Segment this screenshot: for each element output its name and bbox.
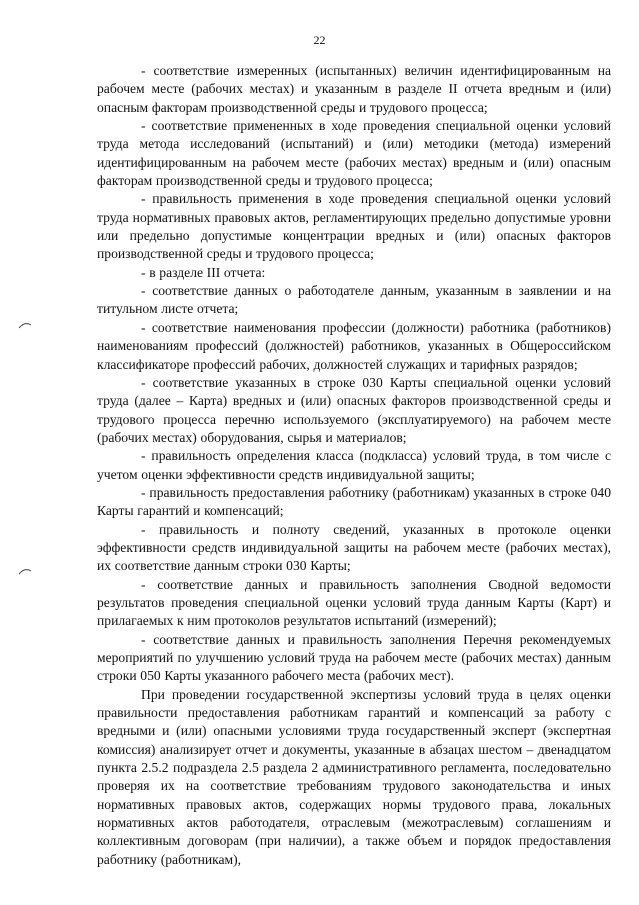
- paragraph: - в разделе III отчета:: [141, 264, 266, 280]
- paragraph: - правильность предоставления работнику (работникам) указанных в строке 040 Карты гарантий и компенсаций;: [97, 484, 611, 519]
- paragraph: - соответствие измеренных (испытанных) величин идентифицированным на рабочем месте (рабочих местах) и указанным в разделе II отчета вредным и (или) опасным факторам производственной среды и трудового процесса;: [97, 63, 611, 115]
- paragraph: - правильность определения класса (подкласса) условий труда, в том числе с учетом оценки эффективности средств индивидуальной защиты;: [97, 448, 611, 482]
- punch-hole-mark: [18, 567, 32, 575]
- paragraph: - соответствие данных и правильность заполнения Сводной ведомости результатов проведения специальной оценки условий труда данным Карты (Карт) и прилагаемых к ним протоколов результатов испытаний (измерений);: [97, 576, 611, 629]
- paragraph: При проведении государственной экспертизы условий труда в целях оценки правильности предоставления работникам гарантий и компенсаций за работу с вредными и (или) опасными условиями труда государственный эксперт (экспертная комиссия) анализирует отчет и документы, указанные в абзацах шестом – двенадцатом пункта 2.5.2 подраздела 2.5 раздела 2 административного регламента, последовательно проверяя их на соответствие требованиям трудового законодательства и иных нормативных правовых актов, содержащих нормы трудового права, локальных нормативных актов работодателя, отраслевым (межотраслевым) соглашениям и коллективным договорам (при наличии), а также объем и порядок предоставления работнику (работникам),: [97, 686, 611, 867]
- paragraph: - соответствие наименования профессии (должности) работника (работников) наименованиям профессий (должностей) работников, указанных в Общероссийском классификаторе профессий рабочих, должностей служащих и тарифных разрядов;: [97, 319, 611, 372]
- paragraph: - соответствие данных и правильность заполнения Перечня рекомендуемых мероприятий по улучшению условий труда на рабочем месте (рабочих местах) данным строки 050 Карты указанного рабочего места (рабочих мест).: [97, 631, 611, 684]
- paragraph: - соответствие данных о работодателе данным, указанным в заявлении и на титульном листе отчета;: [97, 283, 611, 317]
- page-number: 22: [313, 33, 326, 47]
- punch-hole-mark: [18, 321, 32, 329]
- paragraph: - соответствие указанных в строке 030 Карты специальной оценки условий труда (далее – Карта) вредных и (или) опасных факторов производственной среды и трудового процесса перечню используемого (эксплуатируемого) на рабочем месте (рабочих местах) оборудования, сырья и материалов;: [97, 374, 611, 445]
- paragraph: - правильность применения в ходе проведения специальной оценки условий труда нормативных правовых актов, регламентирующих предельно допустимые уровни или предельно допустимые концентрации вредных и (или) опасных факторов производственной среды и трудового процесса;: [97, 191, 611, 262]
- paragraph: - соответствие примененных в ходе проведения специальной оценки условий труда метода исследований (испытаний) и (или) методики (метода) измерений идентифицированным на рабочем месте (рабочих местах) вредным и (или) опасным факторам производственной среды и трудового процесса;: [97, 118, 611, 189]
- paragraph: - правильность и полноту сведений, указанных в протоколе оценки эффективности средств индивидуальной защиты на рабочем месте (рабочих местах), их соответствие данным строки 030 Карты;: [97, 521, 611, 574]
- body-text: [97, 62, 611, 869]
